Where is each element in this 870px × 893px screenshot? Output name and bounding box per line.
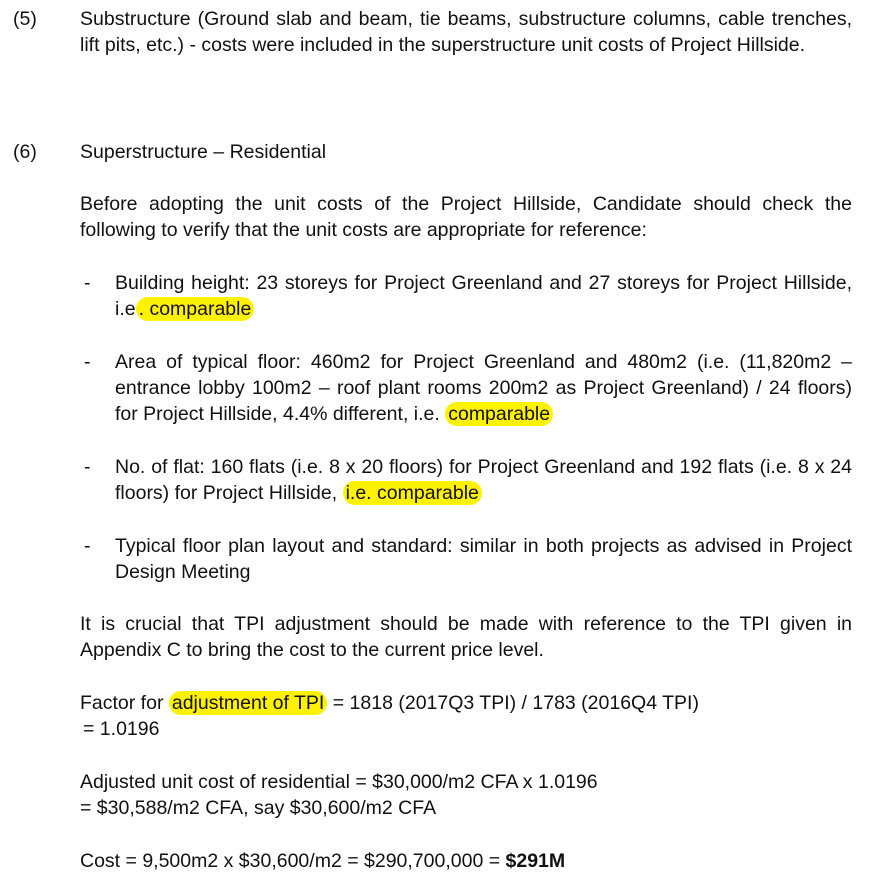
highlight-mark: . comparable [136,297,255,321]
bullet-marker: - [84,272,91,294]
factor-formula: = 1818 (2017Q3 TPI) / 1783 (2016Q4 TPI) [332,692,699,714]
factor-result: = 1.0196 [83,718,160,740]
total-cost-line [80,848,852,874]
cost-total: $291M [505,850,566,872]
bullet-item-floor-plan-layout [80,533,852,585]
bullet-marker: - [84,535,91,557]
bullet-text: Area of typical floor: 460m2 for Project Greenland and 480m2 (i.e. (11,820m2 – entrance lobby 100m2 – roof plant rooms 200m2 as Project Greenland) / 24 floors) for Project Hillside, 4.4% different, i.e. [115,351,852,425]
section-number-6: (6) [13,141,37,163]
section-number-5: (5) [13,8,37,30]
cost-formula: Cost = 9,500m2 x $30,600/m2 = $290,700,000 = [80,850,506,872]
section-5-text: Substructure (Ground slab and beam, tie beams, substructure columns, cable trenches, lift pits, etc.) - costs were included in the superstructure unit costs of Project Hillside. [80,8,852,56]
bullet-text: Building height: 23 storeys for Project Greenland and 27 storeys for Project Hillside, i.e [115,272,852,320]
bullet-item-number-of-flats [80,454,852,506]
bullet-item-typical-floor-area [80,349,852,427]
tpi-factor-calculation [80,690,852,742]
highlight-mark: comparable [445,402,553,426]
bullet-text: Typical floor plan layout and standard: similar in both projects as advised in Project Design Meeting [115,535,852,583]
highlight-mark: adjustment of TPI [169,691,327,715]
adjusted-line-2: = $30,588/m2 CFA, say $30,600/m2 CFA [80,797,437,819]
tpi-adjustment-note: It is crucial that TPI adjustment should be made with reference to the TPI given in Appendix C to bring the cost to the current price level. [80,613,852,661]
bullet-item-building-height [80,270,852,322]
section-6-heading: Superstructure – Residential [80,141,327,163]
section-6-intro: Before adopting the unit costs of the Project Hillside, Candidate should check the following to verify that the unit costs are appropriate for reference: [80,193,852,241]
bullet-marker: - [84,351,91,373]
bullet-text: No. of flat: 160 flats (i.e. 8 x 20 floors) for Project Greenland and 192 flats (i.e. 8 x 24 floors) for Project Hillside, [115,456,852,504]
bullet-marker: - [84,456,91,478]
factor-prefix: Factor for [80,692,164,714]
adjusted-unit-cost [80,769,852,821]
highlight-mark: i.e. comparable [343,481,482,505]
adjusted-line-1: Adjusted unit cost of residential = $30,000/m2 CFA x 1.0196 [80,771,598,793]
